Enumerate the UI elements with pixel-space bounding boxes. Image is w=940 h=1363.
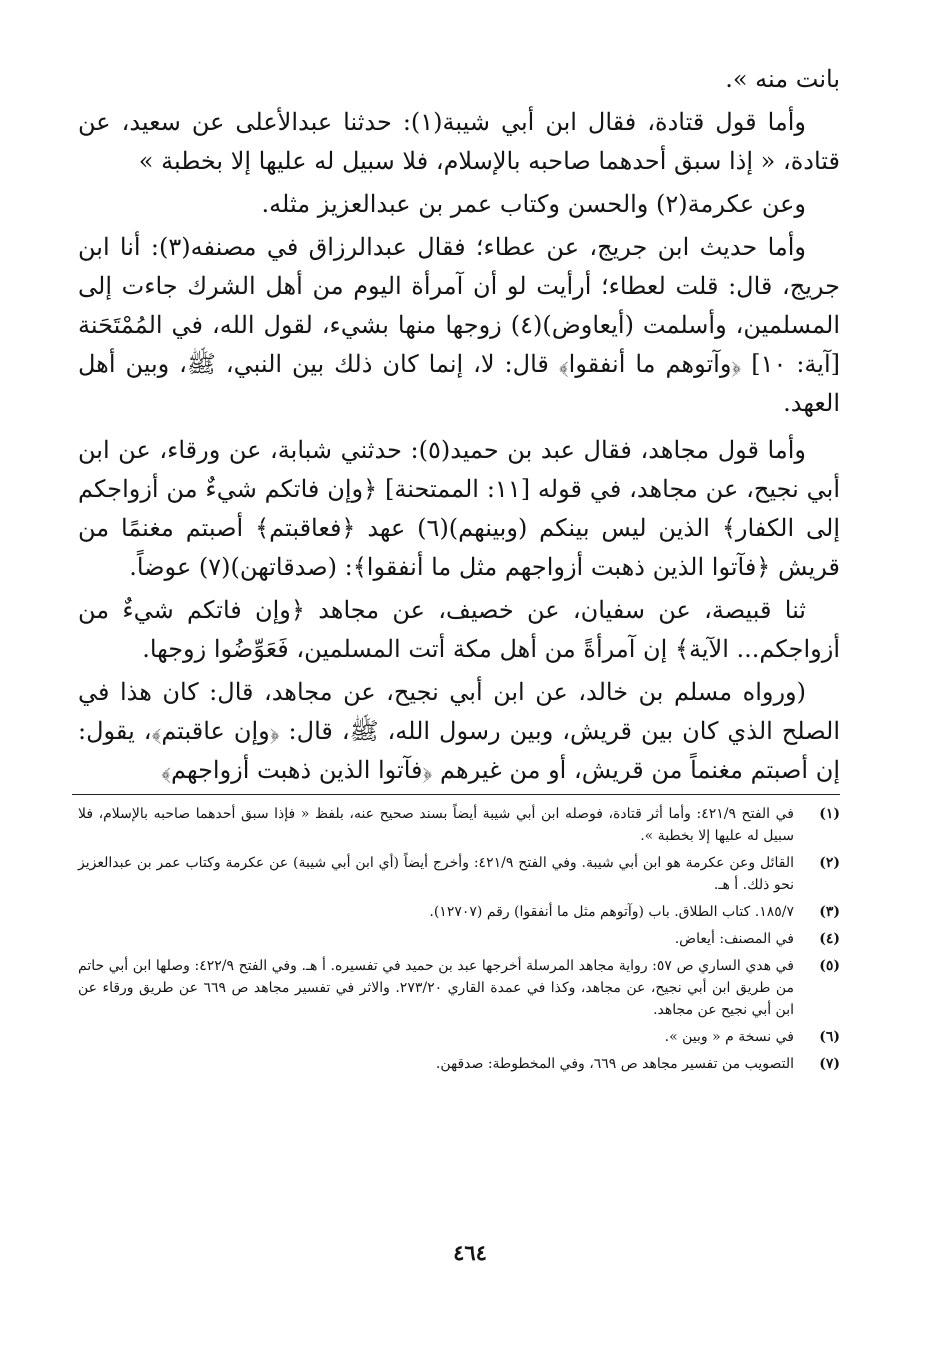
footnote-text: في الفتح ٤٢١/٩: وأما أثر قتادة، فوصله ابن أبي شيبة أيضاً بسند صحيح عنه، بلفظ « فإذا سبق أحدهما صاحبه بالإسلام، فلا سبيل له عليها إلا بخطبة ». <box>78 806 794 844</box>
footnote-divider <box>72 794 840 795</box>
footnote-number: (٦) <box>819 1029 840 1045</box>
footnote-4 <box>78 928 840 950</box>
footnote-number: (٣) <box>819 904 840 920</box>
page <box>78 60 840 1080</box>
footnote-number: (٢) <box>819 855 840 871</box>
paragraph-1: بانت منه ». <box>725 65 840 93</box>
paragraph-5: وأما قول مجاهد، فقال عبد بن حميد(٥): حدثني شبابة، عن ورقاء، عن ابن أبي نجيح، عن مجاهد، في قوله [١١: الممتحنة] ﴿وإن فاتكم شيءٌ من أزواجكم إلى الكفار﴾ الذين ليس بينكم (وبينهم)(٦) عهد ﴿فعاقبتم﴾ أصبتم مغنمًا من قريش ﴿فآتوا الذين ذهبت أزواجهم مثل ما أنفقوا﴾: (صدقاتهن)(٧) عوضاً. <box>78 436 840 581</box>
footnote-3 <box>78 901 840 923</box>
footnote-7 <box>78 1053 840 1075</box>
footnote-text: التصويب من تفسير مجاهد ص ٦٦٩، وفي المخطوطة: صدقهن. <box>435 1056 794 1072</box>
footnote-number: (٤) <box>819 931 840 947</box>
footnote-6 <box>78 1026 840 1048</box>
footnote-2 <box>78 852 840 896</box>
page-number: ٤٦٤ <box>453 1240 487 1265</box>
footnote-text: في المصنف: أيعاض. <box>674 931 794 947</box>
footnote-text: في نسخة م « وبين ». <box>664 1029 794 1045</box>
paragraph-2: وأما قول قتادة، فقال ابن أبي شيبة(١): حدثنا عبدالأعلى عن سعيد، عن قتادة، « إذا سبق أحدهما صاحبه بالإسلام، فلا سبيل له عليها إلا بخطبة » <box>78 108 840 175</box>
footnote-number: (١) <box>819 806 840 822</box>
paragraph-7: (ورواه مسلم بن خالد، عن ابن أبي نجيح، عن مجاهد، قال: كان هذا في الصلح الذي كان بين قريش، وبين رسول الله، ﷺ، قال: ﴿وإن عاقبتم﴾، يقول: إن أصبتم مغنماً من قريش، أو من غيرهم ﴿فآتوا الذين ذهبت أزواجهم﴾ <box>78 678 840 784</box>
footnote-number: (٥) <box>819 958 840 974</box>
footnote-1 <box>78 803 840 847</box>
main-text <box>78 60 840 790</box>
paragraph-6: ثنا قبيصة، عن سفيان، عن خصيف، عن مجاهد ﴿وإن فاتكم شيءٌ من أزواجكم... الآية﴾ إن آمرأةً من أهل مكة أتت المسلمين، فَعَوِّضُوا زوجها. <box>78 596 840 663</box>
footnotes <box>78 803 840 1075</box>
footnote-text: القائل وعن عكرمة هو ابن أبي شيبة. وفي الفتح ٤٢١/٩: وأخرج أيضاً (أي ابن أبي شيبة) عن عكرمة وكتاب عمر بن عبدالعزيز نحو ذلك. أ هـ. <box>78 855 794 893</box>
footnote-text: ١٨٥/٧. كتاب الطلاق. باب (وآتوهم مثل ما أنفقوا) رقم (١٢٧٠٧). <box>429 904 794 920</box>
paragraph-4: وأما حديث ابن جريج، عن عطاء؛ فقال عبدالرزاق في مصنفه(٣): أنا ابن جريج، قال: قلت لعطاء؛ أرأيت لو أن آمرأة اليوم من أهل الشرك جاءت إلى المسلمين، وأسلمت (أيعاوض)(٤) زوجها منها بشيء، لقول الله، في المُمْتَحَنة [آية: ١٠] ﴿وآتوهم ما أنفقوا﴾ قال: لا، إنما كان ذلك بين النبي، ﷺ، وبين أهل العهد. <box>78 233 841 417</box>
footnote-text: في هدي الساري ص ٥٧: رواية مجاهد المرسلة أخرجها عبد بن حميد في تفسيره. أ هـ. وفي الفتح ٤٢٢/٩: وصلها ابن أبي حاتم من طريق ابن أبي نجيح، عن مجاهد، وكذا في عمدة القاري ٢٧٣/٢٠. والاثر في تفسير مجاهد ص ٦٦٩ عن طريق ورقاء عن ابن أبي نجيح عن مجاهد. <box>78 958 794 1018</box>
footnote-number: (٧) <box>819 1056 840 1072</box>
paragraph-3: وعن عكرمة(٢) والحسن وكتاب عمر بن عبدالعزيز مثله. <box>261 190 806 218</box>
footnote-5 <box>78 955 840 1021</box>
